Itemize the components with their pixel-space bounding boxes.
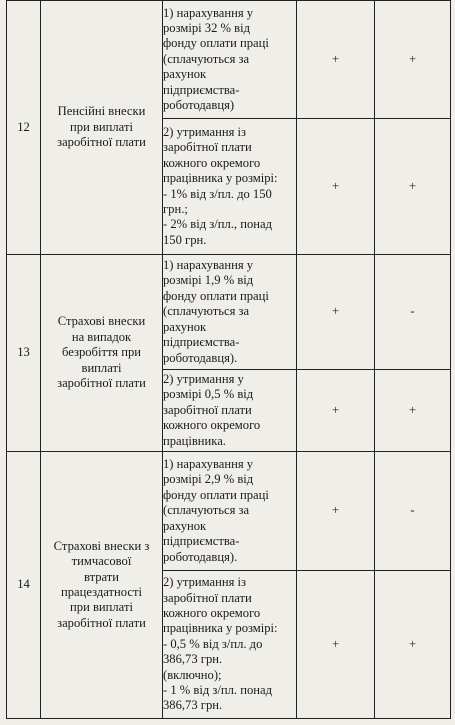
contribution-item: 1) нарахування у розмірі 1,9 % від фонду оплати праці (сплачуються за рахунок підприємства- роботодавця). [163, 255, 297, 370]
mark-cell: - [375, 255, 451, 370]
table-row [7, 452, 451, 571]
mark-cell: + [375, 1, 451, 119]
contribution-item: 2) утримання із заробітної плати кожного окремого працівника у розмірі: - 0,5 % від з/пл. до 386,73 грн. (включно); - 1 % від з/пл. понад 386,73 грн. [163, 571, 297, 719]
contribution-name: Страхові внески на випадок безробіття при виплаті заробітної плати [41, 255, 163, 452]
mark-cell: + [297, 571, 375, 719]
mark-cell: + [297, 255, 375, 370]
mark-cell: + [297, 119, 375, 255]
mark-cell: + [297, 452, 375, 571]
contribution-item: 2) утримання у розмірі 0,5 % від заробітної плати кожного окремого працівника. [163, 370, 297, 452]
row-number: 12 [7, 1, 41, 255]
contributions-table [6, 0, 451, 719]
mark-cell: + [297, 1, 375, 119]
table-row [7, 255, 451, 370]
mark-cell: + [375, 370, 451, 452]
mark-cell: + [297, 370, 375, 452]
row-number: 14 [7, 452, 41, 719]
contribution-item: 1) нарахування у розмірі 2,9 % від фонду оплати праці (сплачуються за рахунок підприємства- роботодавця). [163, 452, 297, 571]
contribution-item: 2) утримання із заробітної плати кожного окремого працівника у розмірі: - 1% від з/пл. до 150 грн.; - 2% від з/пл., понад 150 грн. [163, 119, 297, 255]
mark-cell: + [375, 571, 451, 719]
mark-cell: + [375, 119, 451, 255]
contribution-name: Страхові внески з тимчасової втрати працездатності при виплаті заробітної плати [41, 452, 163, 719]
table-row [7, 1, 451, 119]
mark-cell: - [375, 452, 451, 571]
contribution-name: Пенсійні внески при виплаті заробітної плати [41, 1, 163, 255]
contribution-item: 1) нарахування у розмірі 32 % від фонду оплати праці (сплачуються за рахунок підприємства- роботодавця) [163, 1, 297, 119]
row-number: 13 [7, 255, 41, 452]
